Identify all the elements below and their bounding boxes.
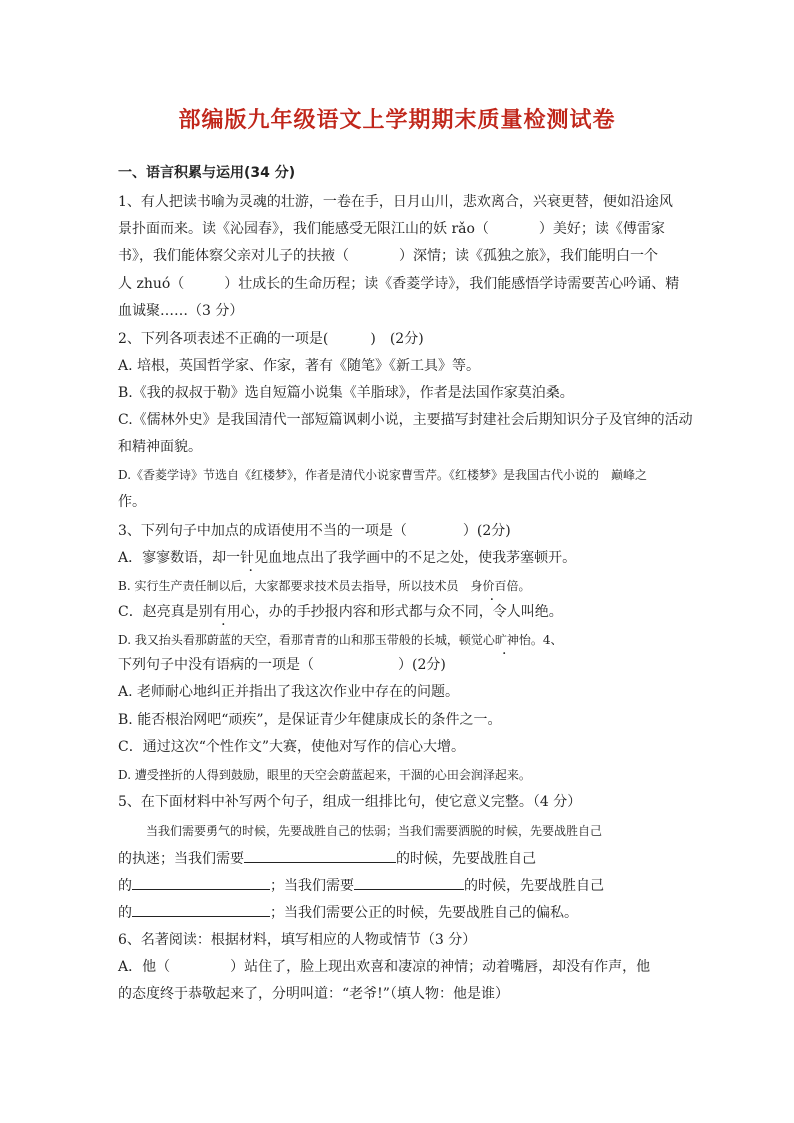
q6-option-a (118, 957, 650, 977)
fill-blank[interactable] (244, 848, 396, 863)
q5-stem: 5、在下面材料中补写两个句子，组成一组排比句，使它意义完整。（4 分） (118, 794, 582, 810)
q2-option-d: 作。 (118, 494, 146, 510)
q2-option-c: C.《儒林外史》是我国清代一部短篇讽刺小说，主要描写封建社会后期知识分子及官绅的活动 (118, 412, 693, 428)
q6-text: A．他（ (118, 959, 171, 975)
q5-text: 的执迷；当我们需要 (118, 851, 244, 867)
q3-text: A．寥寥数语，却 (118, 550, 227, 566)
q3-text: 地点出了我学画中的不足之处，使我茅塞顿开。 (282, 550, 577, 566)
q4-option-d: D. 遭受挫折的人得到鼓励，眼里的天空会蔚蓝起来，干涸的心田会润泽起来。 (118, 768, 531, 782)
q1-text: ）壮成长的生命历程；读《香菱学诗》，我们能感悟学诗需要苦心吟诵、精 (224, 276, 680, 292)
q2-stem: 2、下列各项表述不正确的一项是( ) (2分) (118, 331, 424, 347)
dotted-idiom: 身价百倍 (470, 579, 519, 593)
q5-text: 的时候，先要战胜自己 (396, 851, 536, 867)
q3-option-b (118, 576, 530, 596)
q2-option-b: B.《我的叔叔于勒》选自短篇小说集《羊脂球》，作者是法国作家莫泊桑。 (118, 385, 574, 401)
q5-text: 的时候，先要战胜自己 (464, 878, 604, 894)
fill-blank[interactable] (132, 902, 270, 917)
q5-text: 的 (118, 878, 132, 894)
section-heading: 一、语言积累与运用(34 分) (118, 165, 296, 181)
page-title: 部编版九年级语文上学期期末质量检测试卷 (178, 108, 616, 133)
q3-text: D. 我又抬头看那蔚蓝的天空，看那青青的山和那玉带般的长城，顿觉 (118, 633, 483, 647)
q3-option-d (118, 630, 562, 650)
q1-text: ）深情；读《孤独之旅》，我们能明白一个 (399, 248, 658, 264)
q1-line (118, 246, 658, 266)
q1-text: 景扑面而来。读《沁园春》，我们能感受无限江山的妖 rǎo（ (118, 221, 489, 237)
q3-text: 。4、 (530, 633, 563, 647)
q5-text: ；当我们需要 (270, 878, 354, 894)
q3-text: B. 实行生产责任制以后，大家都要求技术员去指导，所以技术员 (118, 579, 471, 593)
q4-option-a: A. 老师耐心地纠正并指出了我这次作业中存在的问题。 (118, 684, 460, 700)
q5-material (118, 848, 536, 869)
q3-text: 。 (518, 579, 531, 593)
q5-text: 的 (118, 905, 132, 921)
fill-blank[interactable] (132, 875, 270, 890)
q3-option-c (118, 602, 563, 622)
q5-material: 当我们需要勇气的时候，先要战胜自己的怯弱；当我们需要洒脱的时候，先要战胜自己 (146, 824, 603, 838)
q5-material (118, 875, 604, 896)
q4-option-c: C．通过这次“个性作文”大赛，使他对写作的信心大增。 (118, 739, 466, 755)
q1-line (118, 219, 665, 239)
q6-text: ）站住了，脸上现出欢喜和凄凉的神情；动着嘴唇，却没有作声，他 (230, 959, 651, 975)
dotted-idiom: 别有用心 (198, 604, 255, 620)
q1-line: 血诚聚……（3 分） (118, 303, 244, 319)
q2-option-a: A. 培根，英国哲学家、作家，著有《随笔》《新工具》等。 (118, 358, 481, 374)
q6-option-a: 的态度终于恭敬起来了，分明叫道：“老爷!”（填人物：他是谁） (118, 986, 509, 1002)
q5-text: ；当我们需要公正的时候，先要战胜自己的偏私。 (270, 905, 578, 921)
q4-stem: 下列句子中没有语病的一项是（ ）(2分) (118, 657, 446, 673)
q3-option-a (118, 548, 576, 568)
q1-line (118, 274, 679, 294)
q4-option-b: B. 能否根治网吧“顽疾”，是保证青少年健康成长的条件之一。 (118, 712, 502, 728)
q1-line: 1、有人把读书喻为灵魂的壮游，一卷在手，日月山川，悲欢离合，兴衰更替，便如沿途风 (118, 194, 673, 210)
q2-option-d: D.《香菱学诗》节选自《红楼梦》，作者是清代小说家曹雪芹。《红楼梦》是我国古代小说的 巅峰之 (118, 468, 648, 482)
q1-text: ）美好；读《傅雷家 (538, 221, 665, 237)
q1-text: 人 zhuó（ (118, 276, 185, 292)
q2-option-c: 和精神面貌。 (118, 439, 202, 455)
q3-text: ，办的手抄报内容和形式都与众不同，令人叫绝。 (254, 604, 563, 620)
dotted-idiom: 一针见血 (226, 550, 283, 566)
q1-text: 书》，我们能体察父亲对儿子的扶掖（ (118, 248, 349, 264)
fill-blank[interactable] (354, 875, 464, 890)
q3-text: C．赵亮真是 (118, 604, 199, 620)
q6-stem: 6、名著阅读：根据材料，填写相应的人物或情节（3 分） (118, 932, 477, 948)
dotted-idiom: 心旷神怡 (482, 633, 531, 647)
q5-material (118, 902, 578, 923)
q3-stem: 3、下列句子中加点的成语使用不当的一项是（ ）(2分) (118, 523, 511, 539)
